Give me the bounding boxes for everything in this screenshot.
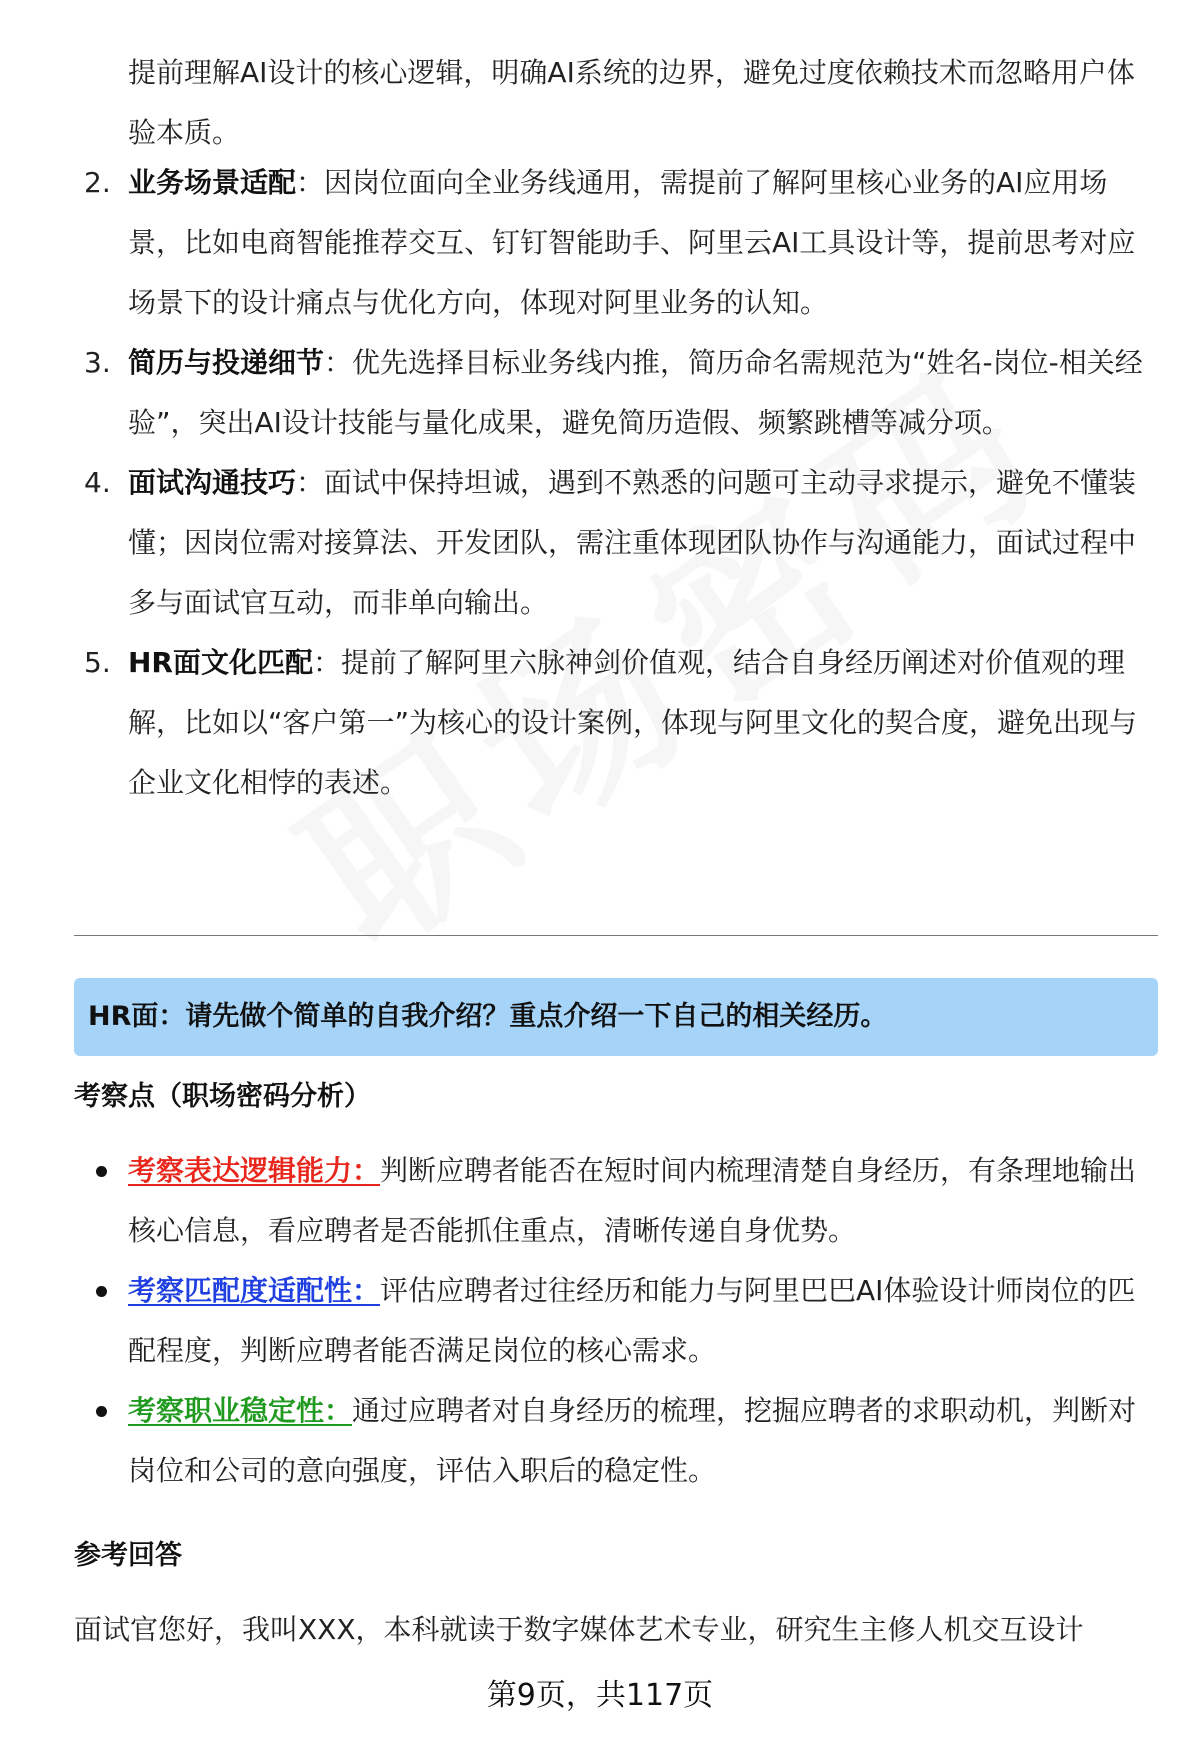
points-list bbox=[0, 1141, 1200, 1501]
point-key: 考察表达逻辑能力： bbox=[128, 1154, 381, 1187]
answer-heading: 参考回答 bbox=[74, 1540, 182, 1571]
item-text: ：因岗位面向全业务线通用，需提前了解阿里核心业务的AI应用场景，比如电商智能推荐交互、钉钉智能助手、阿里云AI工具设计等，提前思考对应场景下的设计痛点与优化方向，体现对阿里业务的认知。 bbox=[128, 166, 1136, 319]
list-number: 5. bbox=[84, 646, 111, 679]
bullet-dot bbox=[96, 1286, 107, 1297]
list-item bbox=[0, 153, 1200, 333]
point-key: 考察匹配度适配性： bbox=[128, 1274, 381, 1307]
list-number: 2. bbox=[84, 166, 111, 199]
section-divider bbox=[74, 935, 1158, 936]
list-item bbox=[0, 333, 1200, 453]
question-box: HR面：请先做个简单的自我介绍？重点介绍一下自己的相关经历。 bbox=[74, 978, 1158, 1056]
item-text: ：面试中保持坦诚，遇到不熟悉的问题可主动寻求提示，避免不懂装懂；因岗位需对接算法、开发团队，需注重体现团队协作与沟通能力，面试过程中多与面试官互动，而非单向输出。 bbox=[128, 466, 1137, 619]
bullet-dot bbox=[96, 1166, 107, 1177]
item-text: ：提前了解阿里六脉神剑价值观，结合自身经历阐述对价值观的理解，比如以“客户第一”为核心的设计案例，体现与阿里文化的契合度，避免出现与企业文化相悖的表述。 bbox=[128, 646, 1138, 799]
list-number: 3. bbox=[84, 346, 111, 379]
tips-list bbox=[0, 153, 1200, 813]
point-key: 考察职业稳定性： bbox=[128, 1394, 353, 1427]
points-heading: 考察点（职场密码分析） bbox=[74, 1081, 371, 1112]
item-title: 简历与投递细节 bbox=[128, 346, 325, 379]
list-number: 4. bbox=[84, 466, 111, 499]
list-item bbox=[0, 1261, 1200, 1381]
point-text: 评估应聘者过往经历和能力与阿里巴巴AI体验设计师岗位的匹配程度，判断应聘者能否满足岗位的核心需求。 bbox=[128, 1274, 1136, 1367]
item-text: ：优先选择目标业务线内推，简历命名需规范为“姓名-岗位-相关经验”，突出AI设计技能与量化成果，避免简历造假、频繁跳槽等减分项。 bbox=[128, 346, 1143, 439]
item-title: 面试沟通技巧 bbox=[128, 466, 297, 499]
page-footer: 第9页，共117页 bbox=[486, 1678, 714, 1713]
point-text: 判断应聘者能否在短时间内梳理清楚自身经历，有条理地输出核心信息，看应聘者是否能抓住重点，清晰传递自身优势。 bbox=[128, 1154, 1137, 1247]
item-title: 业务场景适配 bbox=[128, 166, 297, 199]
list-item bbox=[0, 453, 1200, 633]
item-title: HR面文化匹配 bbox=[128, 646, 313, 679]
answer-paragraph: 面试官您好，我叫XXX，本科就读于数字媒体艺术专业，研究生主修人机交互设计 bbox=[74, 1613, 1084, 1646]
list-item bbox=[0, 1141, 1200, 1261]
bullet-dot bbox=[96, 1406, 107, 1417]
point-text: 通过应聘者对自身经历的梳理，挖掘应聘者的求职动机，判断对岗位和公司的意向强度，评估入职后的稳定性。 bbox=[128, 1394, 1137, 1487]
list-item bbox=[0, 633, 1200, 813]
continued-paragraph: 提前理解AI设计的核心逻辑，明确AI系统的边界，避免过度依赖技术而忽略用户体验本质。 bbox=[128, 56, 1135, 149]
list-item bbox=[0, 1381, 1200, 1501]
